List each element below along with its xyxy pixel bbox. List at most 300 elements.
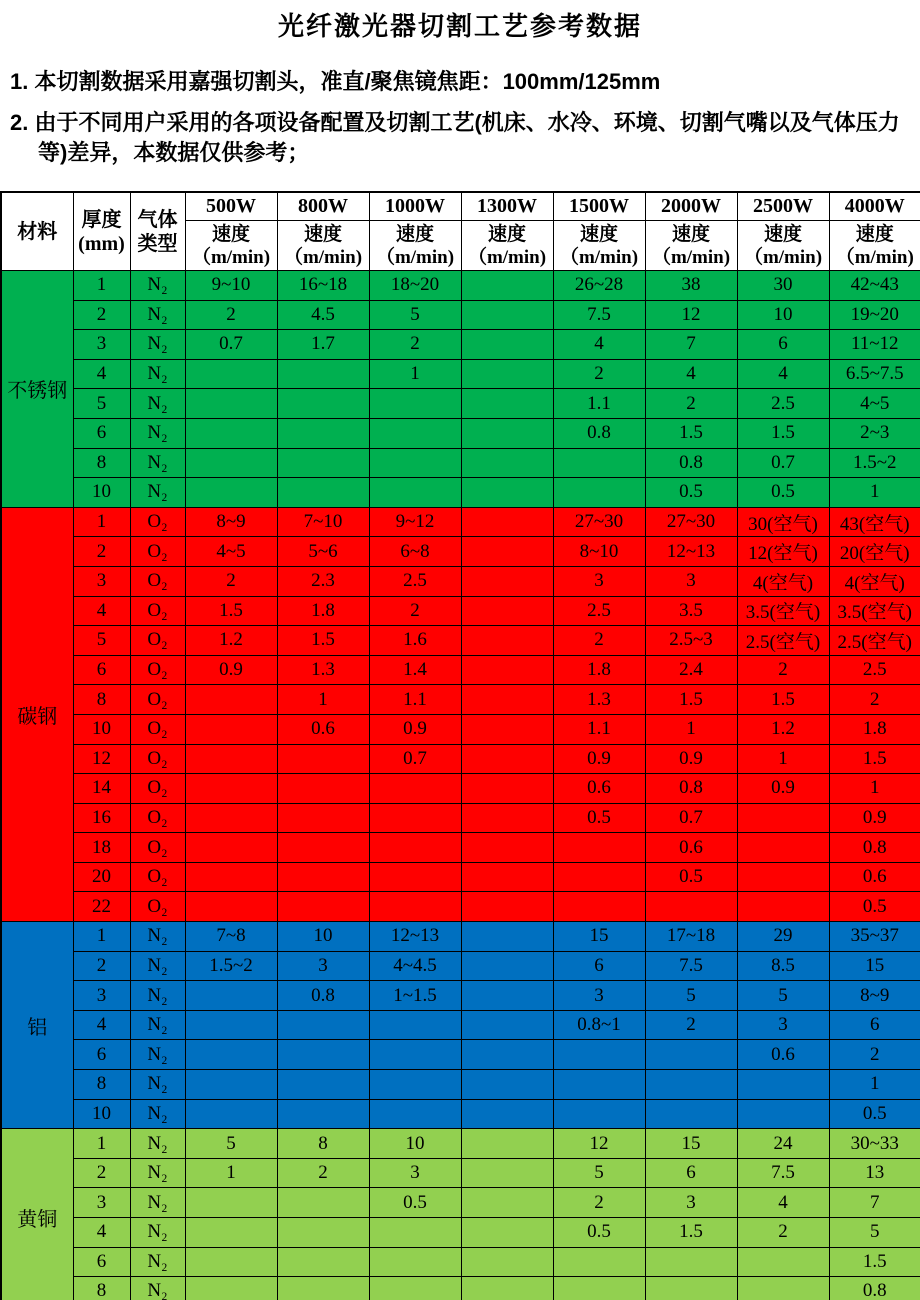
thickness-cell: 5 bbox=[73, 626, 130, 656]
speed-value-cell: 7~10 bbox=[277, 507, 369, 537]
speed-value-cell bbox=[645, 1277, 737, 1300]
speed-value-cell: 1 bbox=[277, 685, 369, 715]
speed-value-cell bbox=[185, 803, 277, 833]
speed-value-cell bbox=[461, 862, 553, 892]
speed-value-cell: 8 bbox=[277, 1129, 369, 1159]
speed-value-cell: 30(空气) bbox=[737, 507, 829, 537]
speed-value-cell bbox=[461, 1188, 553, 1218]
speed-value-cell: 7 bbox=[829, 1188, 920, 1218]
speed-value-cell: 2.5 bbox=[553, 596, 645, 626]
thickness-cell: 2 bbox=[73, 537, 130, 567]
thickness-cell: 3 bbox=[73, 1188, 130, 1218]
gas-cell: N₂ bbox=[130, 300, 185, 330]
table-row bbox=[1, 774, 920, 804]
speed-value-cell: 0.8 bbox=[829, 833, 920, 863]
speed-value-cell: 8~10 bbox=[553, 537, 645, 567]
speed-value-cell: 5 bbox=[645, 981, 737, 1011]
speed-value-cell bbox=[369, 1247, 461, 1277]
speed-value-cell: 0.5 bbox=[645, 862, 737, 892]
speed-value-cell: 9~10 bbox=[185, 271, 277, 301]
gas-cell: N₂ bbox=[130, 448, 185, 478]
note-line-2: 2. 由于不同用户采用的各项设备配置及切割工艺(机床、水冷、环境、切割气嘴以及气体压力等)差异，本数据仅供参考； bbox=[10, 110, 900, 165]
gas-cell: O₂ bbox=[130, 862, 185, 892]
header-row-powers bbox=[1, 192, 920, 221]
speed-value-cell bbox=[461, 330, 553, 360]
speed-value-cell: 15 bbox=[553, 922, 645, 952]
gas-cell: N₂ bbox=[130, 981, 185, 1011]
speed-value-cell: 8.5 bbox=[737, 951, 829, 981]
speed-value-cell: 0.8~1 bbox=[553, 1010, 645, 1040]
speed-value-cell: 1.1 bbox=[369, 685, 461, 715]
speed-value-cell: 0.8 bbox=[829, 1277, 920, 1300]
thickness-header-line1: 厚度 bbox=[81, 208, 122, 231]
speed-value-cell: 0.7 bbox=[185, 330, 277, 360]
table-row bbox=[1, 1010, 920, 1040]
table-row bbox=[1, 862, 920, 892]
cutting-data-table bbox=[0, 191, 920, 1300]
speed-value-cell bbox=[461, 714, 553, 744]
thickness-cell: 1 bbox=[73, 1129, 130, 1159]
thickness-cell: 12 bbox=[73, 744, 130, 774]
speed-value-cell: 27~30 bbox=[645, 507, 737, 537]
speed-value-cell: 0.8 bbox=[277, 981, 369, 1011]
speed-value-cell bbox=[277, 862, 369, 892]
speed-value-cell: 6 bbox=[737, 330, 829, 360]
speed-value-cell: 0.6 bbox=[829, 862, 920, 892]
table-row bbox=[1, 1070, 920, 1100]
speed-header bbox=[277, 221, 369, 271]
thickness-cell: 6 bbox=[73, 1247, 130, 1277]
speed-value-cell: 1.2 bbox=[737, 714, 829, 744]
table-row bbox=[1, 418, 920, 448]
speed-header bbox=[737, 221, 829, 271]
speed-value-cell: 7 bbox=[645, 330, 737, 360]
speed-value-cell: 43(空气) bbox=[829, 507, 920, 537]
speed-value-cell: 1 bbox=[185, 1158, 277, 1188]
table-row bbox=[1, 803, 920, 833]
speed-value-cell: 6 bbox=[553, 951, 645, 981]
speed-value-cell: 3.5(空气) bbox=[829, 596, 920, 626]
speed-header-line1: 速度 bbox=[395, 223, 434, 245]
thickness-header-line2: (mm) bbox=[78, 232, 125, 255]
speed-value-cell: 7~8 bbox=[185, 922, 277, 952]
notes bbox=[0, 67, 920, 168]
speed-value-cell: 0.6 bbox=[737, 1040, 829, 1070]
speed-value-cell: 4~4.5 bbox=[369, 951, 461, 981]
speed-value-cell bbox=[461, 448, 553, 478]
speed-value-cell bbox=[277, 892, 369, 922]
speed-value-cell bbox=[185, 892, 277, 922]
speed-header-line2: （m/min) bbox=[559, 246, 639, 268]
speed-value-cell: 1.5 bbox=[737, 418, 829, 448]
speed-value-cell bbox=[185, 1099, 277, 1129]
speed-value-cell bbox=[185, 714, 277, 744]
material-label: 铝 bbox=[1, 922, 73, 1129]
table-row bbox=[1, 507, 920, 537]
speed-header-line1: 速度 bbox=[303, 223, 342, 245]
material-header-label: 材料 bbox=[17, 220, 58, 243]
speed-value-cell bbox=[185, 1247, 277, 1277]
speed-value-cell bbox=[277, 1010, 369, 1040]
speed-value-cell bbox=[461, 300, 553, 330]
speed-value-cell: 42~43 bbox=[829, 271, 920, 301]
thickness-cell: 1 bbox=[73, 507, 130, 537]
thickness-cell: 20 bbox=[73, 862, 130, 892]
gas-cell: O₂ bbox=[130, 566, 185, 596]
gas-cell: N₂ bbox=[130, 1070, 185, 1100]
gas-cell: N₂ bbox=[130, 389, 185, 419]
power-header: 1300W bbox=[461, 192, 553, 221]
speed-value-cell: 0.5 bbox=[737, 478, 829, 508]
thickness-cell: 3 bbox=[73, 981, 130, 1011]
speed-header-line2: （m/min) bbox=[375, 246, 455, 268]
speed-value-cell: 1.5 bbox=[737, 685, 829, 715]
speed-header-line1: 速度 bbox=[763, 223, 802, 245]
gas-cell: N₂ bbox=[130, 951, 185, 981]
speed-value-cell: 3 bbox=[645, 1188, 737, 1218]
speed-value-cell: 2.5 bbox=[829, 655, 920, 685]
speed-value-cell bbox=[277, 389, 369, 419]
speed-value-cell: 2.4 bbox=[645, 655, 737, 685]
speed-value-cell: 1.4 bbox=[369, 655, 461, 685]
speed-value-cell: 1.8 bbox=[829, 714, 920, 744]
speed-value-cell: 12~13 bbox=[645, 537, 737, 567]
speed-value-cell: 1 bbox=[369, 359, 461, 389]
speed-value-cell: 2.5(空气) bbox=[737, 626, 829, 656]
gas-cell: N₂ bbox=[130, 1277, 185, 1300]
speed-value-cell: 4 bbox=[553, 330, 645, 360]
speed-value-cell bbox=[461, 774, 553, 804]
speed-header bbox=[185, 221, 277, 271]
table-row bbox=[1, 478, 920, 508]
speed-value-cell: 18~20 bbox=[369, 271, 461, 301]
speed-value-cell bbox=[645, 1247, 737, 1277]
speed-value-cell bbox=[277, 833, 369, 863]
thickness-header bbox=[73, 192, 130, 271]
speed-header bbox=[553, 221, 645, 271]
gas-cell: N₂ bbox=[130, 1010, 185, 1040]
thickness-cell: 3 bbox=[73, 566, 130, 596]
speed-value-cell: 17~18 bbox=[645, 922, 737, 952]
speed-value-cell: 2.5~3 bbox=[645, 626, 737, 656]
speed-value-cell: 2.5(空气) bbox=[829, 626, 920, 656]
material-label: 黄铜 bbox=[1, 1129, 73, 1300]
speed-value-cell: 1.3 bbox=[277, 655, 369, 685]
table-row bbox=[1, 566, 920, 596]
speed-value-cell: 2 bbox=[369, 596, 461, 626]
gas-cell: N₂ bbox=[130, 922, 185, 952]
speed-value-cell: 5 bbox=[185, 1129, 277, 1159]
speed-value-cell bbox=[461, 359, 553, 389]
speed-value-cell bbox=[277, 774, 369, 804]
table-row bbox=[1, 1040, 920, 1070]
speed-value-cell: 0.5 bbox=[829, 892, 920, 922]
speed-value-cell: 30~33 bbox=[829, 1129, 920, 1159]
speed-value-cell bbox=[461, 537, 553, 567]
speed-value-cell: 1.5 bbox=[645, 418, 737, 448]
speed-value-cell: 1.8 bbox=[277, 596, 369, 626]
speed-value-cell: 1.1 bbox=[553, 714, 645, 744]
speed-value-cell: 3 bbox=[553, 981, 645, 1011]
speed-value-cell bbox=[461, 951, 553, 981]
gas-cell: O₂ bbox=[130, 596, 185, 626]
speed-value-cell: 1~1.5 bbox=[369, 981, 461, 1011]
speed-value-cell: 1 bbox=[829, 774, 920, 804]
speed-value-cell: 1 bbox=[829, 1070, 920, 1100]
speed-header-line1: 速度 bbox=[579, 223, 618, 245]
speed-header-line2: （m/min) bbox=[743, 246, 823, 268]
speed-value-cell bbox=[645, 1040, 737, 1070]
speed-value-cell: 0.9 bbox=[645, 744, 737, 774]
speed-value-cell: 15 bbox=[829, 951, 920, 981]
speed-value-cell: 3.5(空气) bbox=[737, 596, 829, 626]
speed-value-cell: 2 bbox=[829, 1040, 920, 1070]
speed-value-cell: 1.8 bbox=[553, 655, 645, 685]
speed-value-cell bbox=[737, 892, 829, 922]
speed-value-cell bbox=[737, 1277, 829, 1300]
speed-value-cell bbox=[737, 862, 829, 892]
speed-value-cell: 2.5 bbox=[369, 566, 461, 596]
gas-cell: N₂ bbox=[130, 1218, 185, 1248]
speed-value-cell bbox=[461, 418, 553, 448]
speed-value-cell: 3 bbox=[737, 1010, 829, 1040]
speed-value-cell bbox=[185, 478, 277, 508]
speed-value-cell bbox=[461, 685, 553, 715]
speed-header-line2: （m/min) bbox=[191, 246, 271, 268]
speed-value-cell bbox=[369, 1070, 461, 1100]
speed-value-cell bbox=[369, 892, 461, 922]
speed-value-cell bbox=[185, 1188, 277, 1218]
speed-value-cell: 1.5 bbox=[829, 744, 920, 774]
speed-value-cell bbox=[461, 922, 553, 952]
speed-value-cell: 10 bbox=[277, 922, 369, 952]
speed-header-line2: （m/min) bbox=[283, 246, 363, 268]
speed-value-cell: 0.8 bbox=[645, 448, 737, 478]
speed-value-cell bbox=[185, 862, 277, 892]
speed-value-cell bbox=[185, 981, 277, 1011]
speed-value-cell: 4.5 bbox=[277, 300, 369, 330]
material-header bbox=[1, 192, 73, 271]
gas-header-line1: 气体 bbox=[137, 208, 178, 231]
speed-value-cell: 1 bbox=[645, 714, 737, 744]
speed-value-cell bbox=[461, 803, 553, 833]
speed-value-cell bbox=[553, 478, 645, 508]
speed-value-cell bbox=[553, 892, 645, 922]
table-row bbox=[1, 833, 920, 863]
table-row bbox=[1, 714, 920, 744]
speed-value-cell: 0.6 bbox=[277, 714, 369, 744]
table-row bbox=[1, 271, 920, 301]
thickness-cell: 10 bbox=[73, 478, 130, 508]
speed-value-cell: 1.5 bbox=[829, 1247, 920, 1277]
speed-value-cell: 5 bbox=[553, 1158, 645, 1188]
speed-value-cell: 2 bbox=[553, 626, 645, 656]
speed-value-cell bbox=[461, 566, 553, 596]
speed-value-cell: 12 bbox=[645, 300, 737, 330]
speed-value-cell bbox=[737, 833, 829, 863]
speed-value-cell bbox=[369, 478, 461, 508]
gas-cell: N₂ bbox=[130, 271, 185, 301]
speed-value-cell bbox=[369, 448, 461, 478]
gas-cell: N₂ bbox=[130, 1247, 185, 1277]
table-row bbox=[1, 685, 920, 715]
table-row bbox=[1, 359, 920, 389]
speed-value-cell: 15 bbox=[645, 1129, 737, 1159]
speed-value-cell bbox=[553, 1070, 645, 1100]
speed-value-cell bbox=[737, 803, 829, 833]
speed-value-cell: 2.5 bbox=[737, 389, 829, 419]
speed-value-cell bbox=[369, 833, 461, 863]
speed-value-cell: 1.7 bbox=[277, 330, 369, 360]
gas-cell: N₂ bbox=[130, 1040, 185, 1070]
speed-value-cell: 2 bbox=[185, 300, 277, 330]
note-line-1: 1. 本切割数据采用嘉强切割头，准直/聚焦镜焦距：100mm/125mm bbox=[10, 69, 661, 94]
speed-value-cell: 0.9 bbox=[829, 803, 920, 833]
speed-value-cell bbox=[369, 862, 461, 892]
table-row bbox=[1, 655, 920, 685]
speed-value-cell bbox=[185, 774, 277, 804]
thickness-cell: 2 bbox=[73, 1158, 130, 1188]
speed-header-line2: （m/min) bbox=[467, 246, 547, 268]
speed-value-cell bbox=[461, 626, 553, 656]
gas-cell: O₂ bbox=[130, 744, 185, 774]
speed-value-cell: 0.5 bbox=[553, 803, 645, 833]
speed-value-cell: 2.3 bbox=[277, 566, 369, 596]
speed-value-cell: 4(空气) bbox=[829, 566, 920, 596]
speed-value-cell: 4 bbox=[645, 359, 737, 389]
speed-value-cell: 4~5 bbox=[185, 537, 277, 567]
page-title: 光纤激光器切割工艺参考数据 bbox=[277, 11, 642, 41]
speed-value-cell: 3.5 bbox=[645, 596, 737, 626]
speed-value-cell bbox=[277, 1070, 369, 1100]
speed-value-cell bbox=[277, 1099, 369, 1129]
gas-header bbox=[130, 192, 185, 271]
thickness-cell: 2 bbox=[73, 300, 130, 330]
speed-value-cell: 7.5 bbox=[737, 1158, 829, 1188]
speed-value-cell bbox=[461, 655, 553, 685]
speed-value-cell: 5 bbox=[829, 1218, 920, 1248]
speed-value-cell: 6.5~7.5 bbox=[829, 359, 920, 389]
speed-value-cell bbox=[277, 1188, 369, 1218]
gas-cell: N₂ bbox=[130, 478, 185, 508]
material-label: 碳钢 bbox=[1, 507, 73, 921]
thickness-cell: 4 bbox=[73, 359, 130, 389]
table-row bbox=[1, 1218, 920, 1248]
thickness-cell: 22 bbox=[73, 892, 130, 922]
speed-value-cell: 1.5~2 bbox=[829, 448, 920, 478]
table-row bbox=[1, 596, 920, 626]
speed-value-cell bbox=[369, 803, 461, 833]
speed-value-cell bbox=[645, 1070, 737, 1100]
speed-value-cell bbox=[737, 1247, 829, 1277]
speed-value-cell: 1.5 bbox=[277, 626, 369, 656]
speed-value-cell: 2~3 bbox=[829, 418, 920, 448]
speed-value-cell: 12(空气) bbox=[737, 537, 829, 567]
thickness-cell: 3 bbox=[73, 330, 130, 360]
thickness-cell: 5 bbox=[73, 389, 130, 419]
speed-value-cell: 9~12 bbox=[369, 507, 461, 537]
speed-value-cell: 19~20 bbox=[829, 300, 920, 330]
speed-header-line1: 速度 bbox=[487, 223, 526, 245]
speed-value-cell: 11~12 bbox=[829, 330, 920, 360]
table-row bbox=[1, 300, 920, 330]
speed-value-cell: 4 bbox=[737, 359, 829, 389]
thickness-cell: 16 bbox=[73, 803, 130, 833]
table-row bbox=[1, 744, 920, 774]
table-row bbox=[1, 1158, 920, 1188]
speed-value-cell bbox=[461, 1158, 553, 1188]
speed-value-cell bbox=[553, 1247, 645, 1277]
speed-value-cell: 5 bbox=[369, 300, 461, 330]
speed-value-cell: 20(空气) bbox=[829, 537, 920, 567]
speed-value-cell: 3 bbox=[645, 566, 737, 596]
speed-value-cell: 8~9 bbox=[829, 981, 920, 1011]
gas-cell: O₂ bbox=[130, 714, 185, 744]
thickness-cell: 4 bbox=[73, 1218, 130, 1248]
speed-header-line1: 速度 bbox=[855, 223, 894, 245]
gas-cell: O₂ bbox=[130, 774, 185, 804]
speed-value-cell: 0.7 bbox=[645, 803, 737, 833]
speed-value-cell: 0.9 bbox=[737, 774, 829, 804]
speed-value-cell: 0.6 bbox=[553, 774, 645, 804]
speed-value-cell bbox=[277, 1040, 369, 1070]
speed-value-cell: 2 bbox=[737, 1218, 829, 1248]
table-row bbox=[1, 1099, 920, 1129]
speed-value-cell: 0.8 bbox=[553, 418, 645, 448]
speed-value-cell bbox=[461, 833, 553, 863]
speed-value-cell bbox=[645, 892, 737, 922]
gas-cell: O₂ bbox=[130, 655, 185, 685]
speed-value-cell bbox=[553, 448, 645, 478]
speed-value-cell: 2 bbox=[277, 1158, 369, 1188]
table-row bbox=[1, 1277, 920, 1300]
speed-value-cell bbox=[461, 1010, 553, 1040]
speed-value-cell: 10 bbox=[737, 300, 829, 330]
table-header bbox=[1, 192, 920, 271]
speed-value-cell: 2 bbox=[553, 1188, 645, 1218]
speed-value-cell: 5~6 bbox=[277, 537, 369, 567]
speed-value-cell bbox=[461, 744, 553, 774]
table-row bbox=[1, 892, 920, 922]
speed-value-cell: 2 bbox=[737, 655, 829, 685]
speed-value-cell bbox=[277, 1218, 369, 1248]
speed-value-cell bbox=[461, 1070, 553, 1100]
speed-value-cell: 6~8 bbox=[369, 537, 461, 567]
speed-value-cell: 0.5 bbox=[829, 1099, 920, 1129]
speed-value-cell: 1 bbox=[829, 478, 920, 508]
speed-value-cell: 10 bbox=[369, 1129, 461, 1159]
speed-value-cell bbox=[185, 833, 277, 863]
speed-value-cell: 8~9 bbox=[185, 507, 277, 537]
speed-value-cell: 12 bbox=[553, 1129, 645, 1159]
thickness-cell: 18 bbox=[73, 833, 130, 863]
thickness-cell: 8 bbox=[73, 1070, 130, 1100]
speed-value-cell: 4 bbox=[737, 1188, 829, 1218]
speed-value-cell bbox=[185, 1218, 277, 1248]
speed-value-cell bbox=[185, 685, 277, 715]
speed-value-cell bbox=[369, 774, 461, 804]
gas-cell: O₂ bbox=[130, 537, 185, 567]
speed-value-cell: 13 bbox=[829, 1158, 920, 1188]
speed-value-cell bbox=[461, 892, 553, 922]
speed-value-cell bbox=[185, 1040, 277, 1070]
speed-value-cell bbox=[461, 1040, 553, 1070]
thickness-cell: 6 bbox=[73, 418, 130, 448]
speed-value-cell bbox=[277, 803, 369, 833]
speed-value-cell: 0.9 bbox=[185, 655, 277, 685]
table-row bbox=[1, 1188, 920, 1218]
speed-value-cell: 3 bbox=[277, 951, 369, 981]
